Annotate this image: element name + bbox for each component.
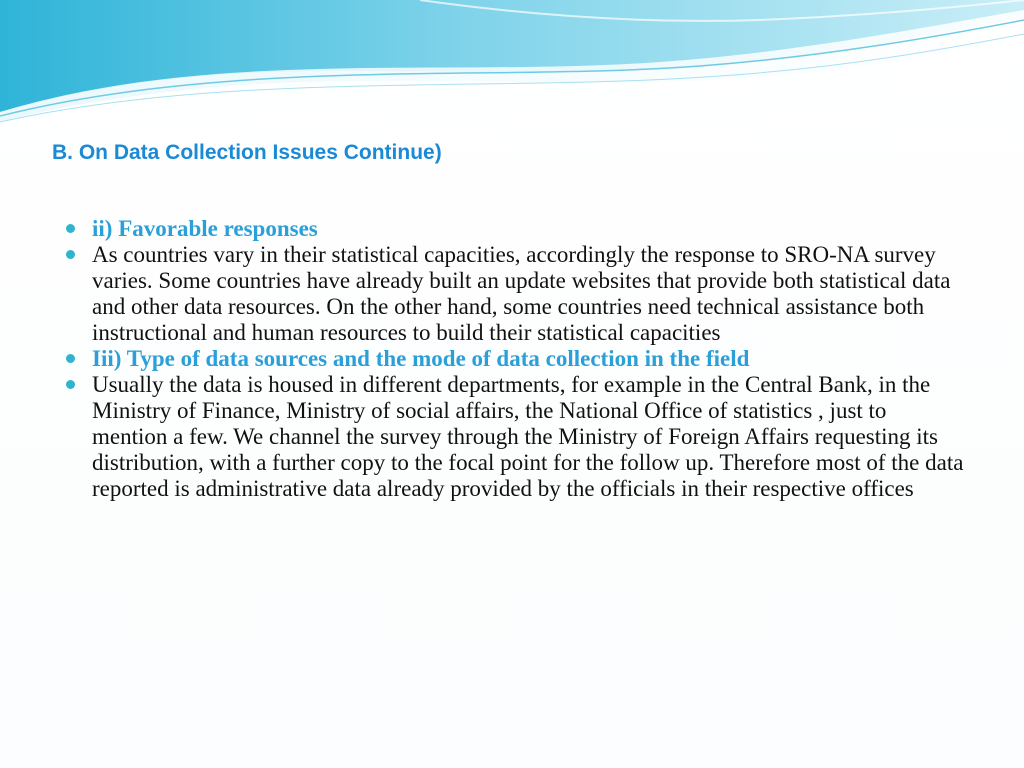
- bullet-text: Usually the data is housed in different departments, for example in the Central Bank, in the Ministry of Finance, Ministry of social affairs, the National Office of statistics , just to mention a few. We channel the survey through the Ministry of Foreign Affairs requesting its distribution, with a further copy to the focal point for the follow up. Therefore most of the data reported is administrative data already provided by the officials in their respective offices: [92, 372, 964, 501]
- bullet-item: [66, 216, 966, 242]
- bullet-text: As countries vary in their statistical capacities, accordingly the response to SRO-NA survey varies. Some countries have already built an update websites that provide both statistical data and other data resources. On the other hand, some countries need technical assistance both instructional and human resources to build their statistical capacities: [92, 242, 951, 345]
- bullet-item: [66, 346, 966, 372]
- bullet-text: ii) Favorable responses: [92, 216, 318, 241]
- bullet-text: Iii) Type of data sources and the mode of data collection in the field: [92, 346, 750, 371]
- bullet-list: [66, 216, 966, 502]
- bullet-dot-icon: [66, 380, 75, 389]
- bullet-dot-icon: [66, 224, 75, 233]
- bullet-dot-icon: [66, 250, 75, 259]
- bullet-item: [66, 372, 966, 502]
- bullet-item: [66, 242, 966, 346]
- slide-title: B. On Data Collection Issues Continue): [52, 141, 442, 164]
- bullet-dot-icon: [66, 354, 75, 363]
- header-wave-decoration: [0, 0, 1024, 130]
